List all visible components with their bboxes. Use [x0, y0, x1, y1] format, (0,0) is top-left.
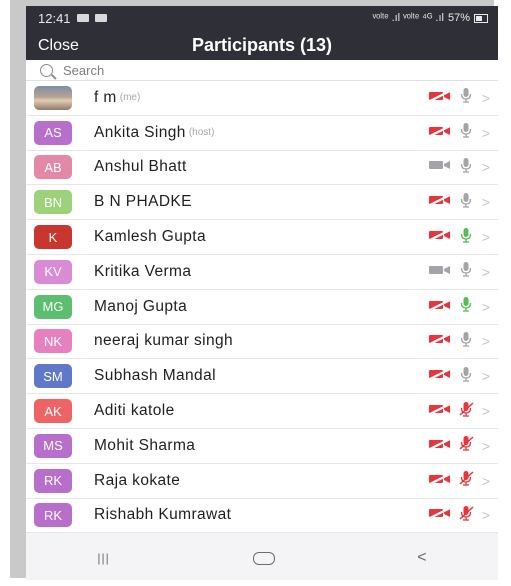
participant-row[interactable]	[26, 255, 498, 290]
avatar: K	[34, 225, 72, 249]
mic-icon	[458, 296, 474, 317]
chevron-right-icon[interactable]: >	[481, 368, 490, 385]
avatar: BN	[34, 190, 72, 214]
participant-row[interactable]	[26, 325, 498, 360]
status-icons	[428, 116, 490, 150]
mic-icon	[458, 366, 474, 387]
participant-row[interactable]	[26, 185, 498, 220]
participant-name: Subhash Mandal	[94, 367, 216, 385]
mic-icon	[458, 157, 474, 178]
title-bar	[26, 30, 498, 60]
participant-name: neeraj kumar singh	[94, 332, 234, 350]
chevron-right-icon[interactable]: >	[481, 229, 490, 246]
mic-icon	[458, 87, 474, 108]
status-icons	[428, 464, 490, 498]
participant-name: Anshul Bhatt	[94, 158, 187, 176]
participant-row[interactable]	[26, 220, 498, 255]
chevron-right-icon[interactable]: >	[481, 194, 490, 211]
chevron-right-icon[interactable]: >	[481, 403, 490, 420]
recents-button[interactable]: |||	[97, 551, 110, 565]
participant-row[interactable]	[26, 116, 498, 151]
participant-name: Rishabh Kumrawat	[94, 506, 232, 524]
chevron-right-icon[interactable]: >	[481, 298, 490, 315]
participant-row[interactable]	[26, 290, 498, 325]
close-button[interactable]: Close	[38, 37, 79, 54]
video-off-icon	[428, 228, 452, 246]
status-bar	[26, 6, 498, 30]
video-icon	[428, 158, 452, 176]
search-icon	[40, 64, 53, 77]
battery-percent: 57%	[447, 12, 470, 24]
video-off-icon	[428, 332, 452, 350]
avatar: MS	[34, 434, 72, 458]
participant-row[interactable]	[26, 499, 498, 534]
mic-icon	[458, 122, 474, 143]
chevron-right-icon[interactable]: >	[481, 507, 490, 524]
video-off-icon	[428, 437, 452, 455]
participant-name: f m	[94, 88, 117, 106]
status-icons	[428, 429, 490, 463]
status-icons	[428, 359, 490, 393]
chevron-right-icon[interactable]: >	[481, 159, 490, 176]
search-bar[interactable]	[26, 60, 498, 81]
participant-row[interactable]	[26, 464, 498, 499]
avatar: KV	[34, 260, 72, 284]
mic-off-icon	[458, 505, 474, 526]
participant-row[interactable]	[26, 394, 498, 429]
video-off-icon	[428, 124, 452, 142]
participant-name: Kritika Verma	[94, 262, 192, 280]
participant-row[interactable]	[26, 151, 498, 186]
chevron-right-icon[interactable]: >	[481, 263, 490, 280]
participant-name: Raja kokate	[94, 471, 181, 489]
participant-row[interactable]	[26, 81, 498, 116]
participant-name: Mohit Sharma	[94, 436, 196, 454]
status-icons	[428, 151, 490, 185]
video-off-icon	[428, 193, 452, 211]
page-title: Participants (13)	[191, 35, 333, 55]
avatar: RK	[34, 469, 72, 493]
screen	[26, 6, 498, 580]
avatar: AS	[34, 121, 72, 145]
avatar: AK	[34, 399, 72, 423]
video-off-icon	[428, 506, 452, 524]
participant-name: Manoj Gupta	[94, 297, 188, 315]
network-indicator: ᵛᵒˡᵗᵉ .ıl ᵛᵒˡᵗᵉ ⁴ᴳ .ıl	[372, 12, 444, 24]
status-time: 12:41	[38, 10, 71, 26]
video-off-icon	[428, 298, 452, 316]
status-icons	[428, 325, 490, 359]
mic-icon	[458, 261, 474, 282]
chevron-right-icon[interactable]: >	[481, 472, 490, 489]
chevron-right-icon[interactable]: >	[481, 333, 490, 350]
role-tag: (me)	[119, 92, 141, 104]
mic-off-icon	[458, 470, 474, 491]
video-off-icon	[428, 367, 452, 385]
back-button[interactable]: <	[417, 549, 427, 566]
message-icon	[95, 14, 107, 22]
mic-icon	[458, 331, 474, 352]
avatar: MG	[34, 295, 72, 319]
status-icons	[428, 81, 490, 115]
avatar: NK	[34, 329, 72, 353]
battery-icon	[474, 14, 488, 23]
participant-name: Kamlesh Gupta	[94, 228, 207, 246]
chevron-right-icon[interactable]: >	[481, 89, 490, 106]
video-icon	[428, 263, 452, 281]
avatar: RK	[34, 503, 72, 527]
status-icons	[428, 255, 490, 289]
mic-icon	[458, 227, 474, 248]
status-icons	[428, 394, 490, 428]
status-icons	[428, 220, 490, 254]
system-nav-bar	[26, 536, 498, 580]
participant-name: Aditi katole	[94, 402, 175, 420]
mic-off-icon	[458, 435, 474, 456]
status-icons	[428, 290, 490, 324]
home-button[interactable]	[253, 552, 275, 565]
video-off-icon	[428, 402, 452, 420]
search-input[interactable]: Search	[63, 62, 105, 78]
gallery-icon	[77, 14, 89, 22]
status-icons	[428, 499, 490, 533]
video-off-icon	[428, 89, 452, 107]
participant-row[interactable]	[26, 359, 498, 394]
chevron-right-icon[interactable]: >	[481, 437, 490, 454]
avatar	[34, 86, 72, 110]
participant-list	[26, 81, 498, 533]
video-off-icon	[428, 472, 452, 490]
mic-icon	[458, 192, 474, 213]
participant-row[interactable]	[26, 429, 498, 464]
participant-name: B N PHADKE	[94, 193, 192, 211]
avatar: AB	[34, 155, 72, 179]
role-tag: (host)	[188, 127, 215, 139]
avatar: SM	[34, 364, 72, 388]
chevron-right-icon[interactable]: >	[481, 124, 490, 141]
participant-name: Ankita Singh	[94, 123, 186, 141]
status-icons	[428, 185, 490, 219]
mic-off-icon	[458, 401, 474, 422]
